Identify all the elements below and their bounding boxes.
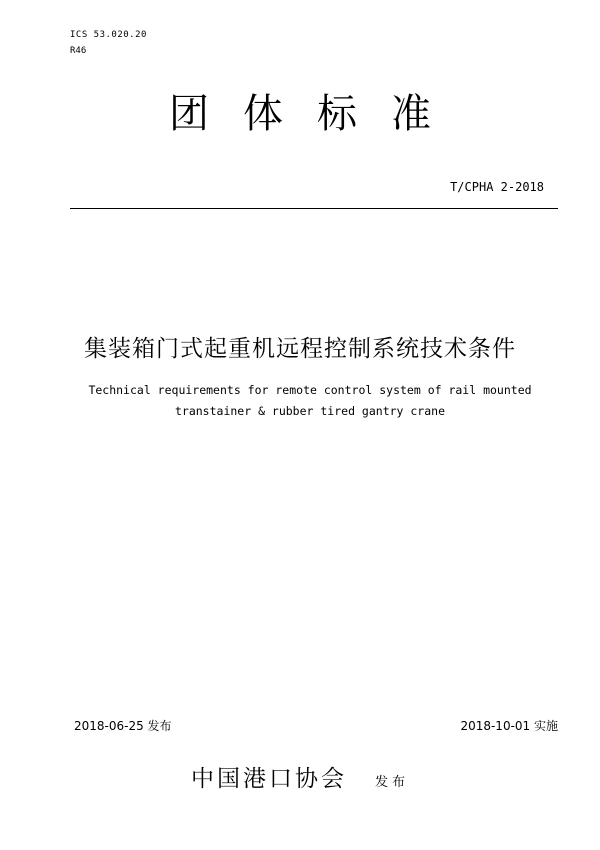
publisher-name: 中国港口协会: [190, 766, 347, 792]
english-title-line-1: Technical requirements for remote control system of rail mounted: [88, 383, 532, 397]
chinese-title: 集装箱门式起重机远程控制系统技术条件: [84, 336, 516, 362]
english-title-line-2: transtainer & rubber tired gantry crane: [174, 404, 446, 418]
issue-date: 2018-06-25 发布: [74, 719, 172, 733]
ics-code: ICS 53.020.20: [70, 30, 147, 40]
header-divider: [70, 208, 558, 209]
ccs-code: R46: [70, 46, 87, 56]
english-title: [0, 380, 600, 422]
standard-number: T/CPHA 2-2018: [450, 180, 544, 194]
publish-action: 发布: [374, 775, 409, 790]
publisher: [0, 760, 600, 793]
implementation-date: 2018-10-01 实施: [460, 719, 558, 733]
standard-category-title: 团体标准: [169, 91, 465, 137]
